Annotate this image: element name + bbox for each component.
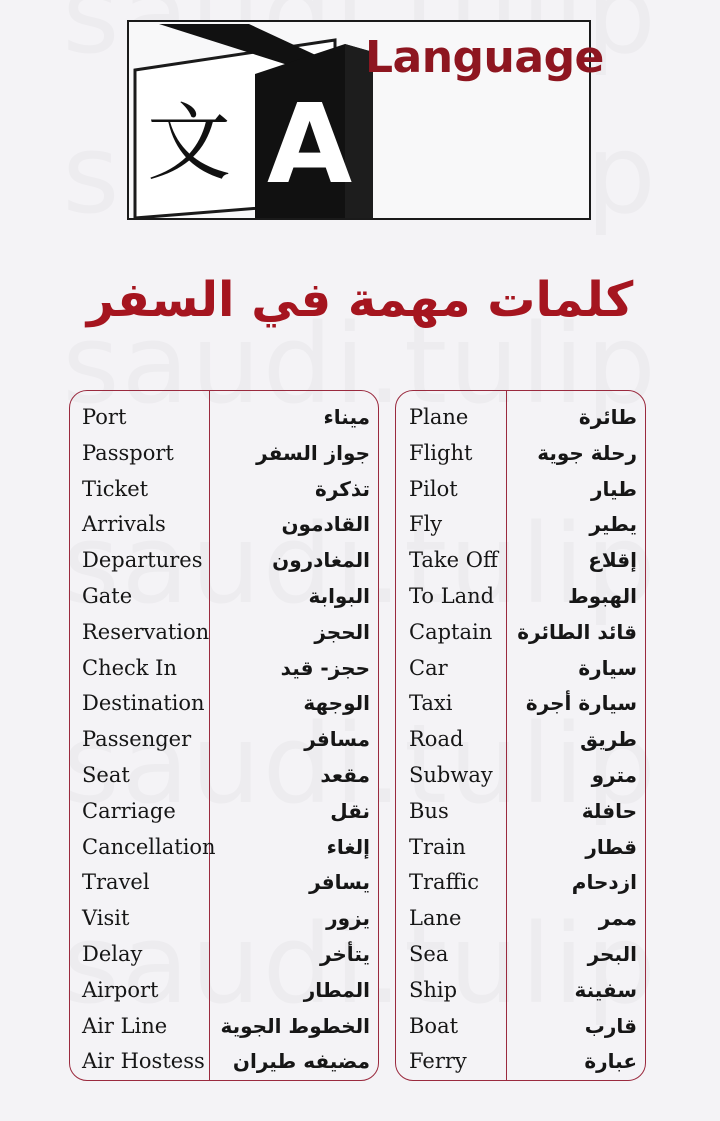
table-row xyxy=(70,757,378,793)
arabic-word: مترو xyxy=(591,763,637,787)
table-row xyxy=(396,936,645,972)
arabic-word: ازدحام xyxy=(571,870,637,895)
arabic-word: جواز السفر xyxy=(256,440,370,465)
arabic-word: الوجهة xyxy=(303,691,370,716)
english-word: Ticket xyxy=(82,476,149,501)
table-row xyxy=(70,900,378,936)
arabic-word: يتأخر xyxy=(319,942,370,966)
arabic-word: ممر xyxy=(598,906,637,931)
table-row xyxy=(396,972,645,1008)
arabic-word: يزور xyxy=(326,906,370,931)
english-word: Arrivals xyxy=(82,512,166,537)
table-row xyxy=(70,506,378,542)
table-row xyxy=(70,864,378,900)
english-word: Travel xyxy=(82,870,150,895)
arabic-word: حافلة xyxy=(581,798,637,823)
arabic-word: نقل xyxy=(330,798,370,823)
language-logo xyxy=(127,20,604,220)
page-title: كلمات مهمة في السفر xyxy=(86,272,634,328)
table-row xyxy=(70,793,378,829)
table-row xyxy=(70,650,378,686)
table-row xyxy=(396,542,645,578)
english-word: Subway xyxy=(409,763,493,787)
english-word: Road xyxy=(409,727,464,752)
table-row xyxy=(70,936,378,972)
english-word: Captain xyxy=(409,619,493,644)
table-row xyxy=(70,542,378,578)
arabic-word: إلغاء xyxy=(326,834,370,859)
arabic-word: يطير xyxy=(589,512,637,537)
arabic-word: عبارة xyxy=(584,1049,637,1074)
arabic-word: الحجز xyxy=(314,619,370,644)
arabic-word: ميناء xyxy=(323,405,370,429)
arabic-word: مضيفه طيران xyxy=(232,1049,370,1074)
table-row xyxy=(70,578,378,614)
table-row xyxy=(396,399,645,435)
arabic-word: المغادرون xyxy=(272,548,370,573)
english-word: Departures xyxy=(82,548,203,573)
arabic-word: طائرة xyxy=(578,405,637,429)
table-row xyxy=(396,1008,645,1044)
english-word: Reservation xyxy=(82,619,210,644)
table-row xyxy=(396,721,645,757)
english-word: Airport xyxy=(82,977,159,1002)
table-row xyxy=(396,614,645,650)
english-word: Visit xyxy=(82,906,130,931)
table-row xyxy=(70,972,378,1008)
english-word: Ship xyxy=(409,977,458,1002)
english-word: Bus xyxy=(409,798,449,823)
english-word: Train xyxy=(409,834,466,859)
english-word: Destination xyxy=(82,691,205,716)
english-word: Boat xyxy=(409,1013,459,1038)
table-row xyxy=(396,685,645,721)
english-word: To Land xyxy=(409,584,495,608)
english-word: Pilot xyxy=(409,476,458,501)
english-word: Delay xyxy=(82,942,143,966)
arabic-word: المطار xyxy=(303,977,370,1002)
table-row xyxy=(396,829,645,865)
arabic-word: سيارة xyxy=(578,655,637,680)
english-word: Check In xyxy=(82,655,178,680)
table-row xyxy=(396,900,645,936)
english-word: Port xyxy=(82,405,127,429)
english-word: Car xyxy=(409,655,448,680)
table-row xyxy=(70,1008,378,1044)
table-row xyxy=(396,471,645,507)
english-word: Air Line xyxy=(82,1013,168,1038)
table-row xyxy=(70,399,378,435)
english-word: Cancellation xyxy=(82,834,216,859)
english-word: Ferry xyxy=(409,1049,467,1074)
arabic-word: الهبوط xyxy=(567,584,637,608)
vocabulary-table-left xyxy=(69,390,379,1081)
arabic-word: قائد الطائرة xyxy=(517,619,637,644)
arabic-word: مقعد xyxy=(320,763,370,787)
english-word: Plane xyxy=(409,405,469,429)
table-row xyxy=(396,578,645,614)
table-row xyxy=(396,506,645,542)
table-row xyxy=(70,471,378,507)
table-row xyxy=(70,1043,378,1079)
english-word: Passport xyxy=(82,440,174,465)
english-word: Gate xyxy=(82,584,133,608)
arabic-word: حجز- قيد xyxy=(280,655,370,680)
arabic-word: القادمون xyxy=(281,512,370,537)
vocabulary-table-right xyxy=(395,390,646,1081)
arabic-word: إقلاع xyxy=(588,548,637,573)
table-row xyxy=(396,757,645,793)
arabic-word: تذكرة xyxy=(315,476,370,501)
arabic-word: قطار xyxy=(585,834,637,859)
arabic-word: البوابة xyxy=(308,584,370,608)
english-word: Sea xyxy=(409,942,449,966)
table-row xyxy=(70,435,378,471)
arabic-word: رحلة جوية xyxy=(537,440,637,465)
table-row xyxy=(396,793,645,829)
arabic-word: طريق xyxy=(580,727,637,752)
arabic-word: سيارة أجرة xyxy=(525,691,637,716)
english-word: Traffic xyxy=(409,870,479,895)
english-word: Flight xyxy=(409,440,473,465)
arabic-word: سفينة xyxy=(574,977,637,1002)
logo-glyph-left: 文 xyxy=(147,94,232,192)
table-row xyxy=(396,864,645,900)
logo-glyph-right: A xyxy=(267,80,353,208)
english-word: Take Off xyxy=(409,548,498,573)
english-word: Carriage xyxy=(82,798,176,823)
english-word: Passenger xyxy=(82,727,192,752)
logo-title: Language xyxy=(365,32,604,83)
arabic-word: الخطوط الجوية xyxy=(220,1013,370,1038)
table-row xyxy=(70,685,378,721)
table-row xyxy=(396,1043,645,1079)
table-row xyxy=(70,829,378,865)
english-word: Taxi xyxy=(409,691,453,716)
table-row xyxy=(396,650,645,686)
table-row xyxy=(70,721,378,757)
english-word: Air Hostess xyxy=(82,1049,205,1074)
english-word: Seat xyxy=(82,763,130,787)
arabic-word: طيار xyxy=(590,476,637,501)
arabic-word: يسافر xyxy=(309,870,370,895)
english-word: Fly xyxy=(409,512,443,537)
table-row xyxy=(396,435,645,471)
arabic-word: مسافر xyxy=(304,727,370,752)
table-row xyxy=(70,614,378,650)
arabic-word: قارب xyxy=(584,1013,637,1038)
english-word: Lane xyxy=(409,906,462,931)
arabic-word: البحر xyxy=(587,942,637,966)
